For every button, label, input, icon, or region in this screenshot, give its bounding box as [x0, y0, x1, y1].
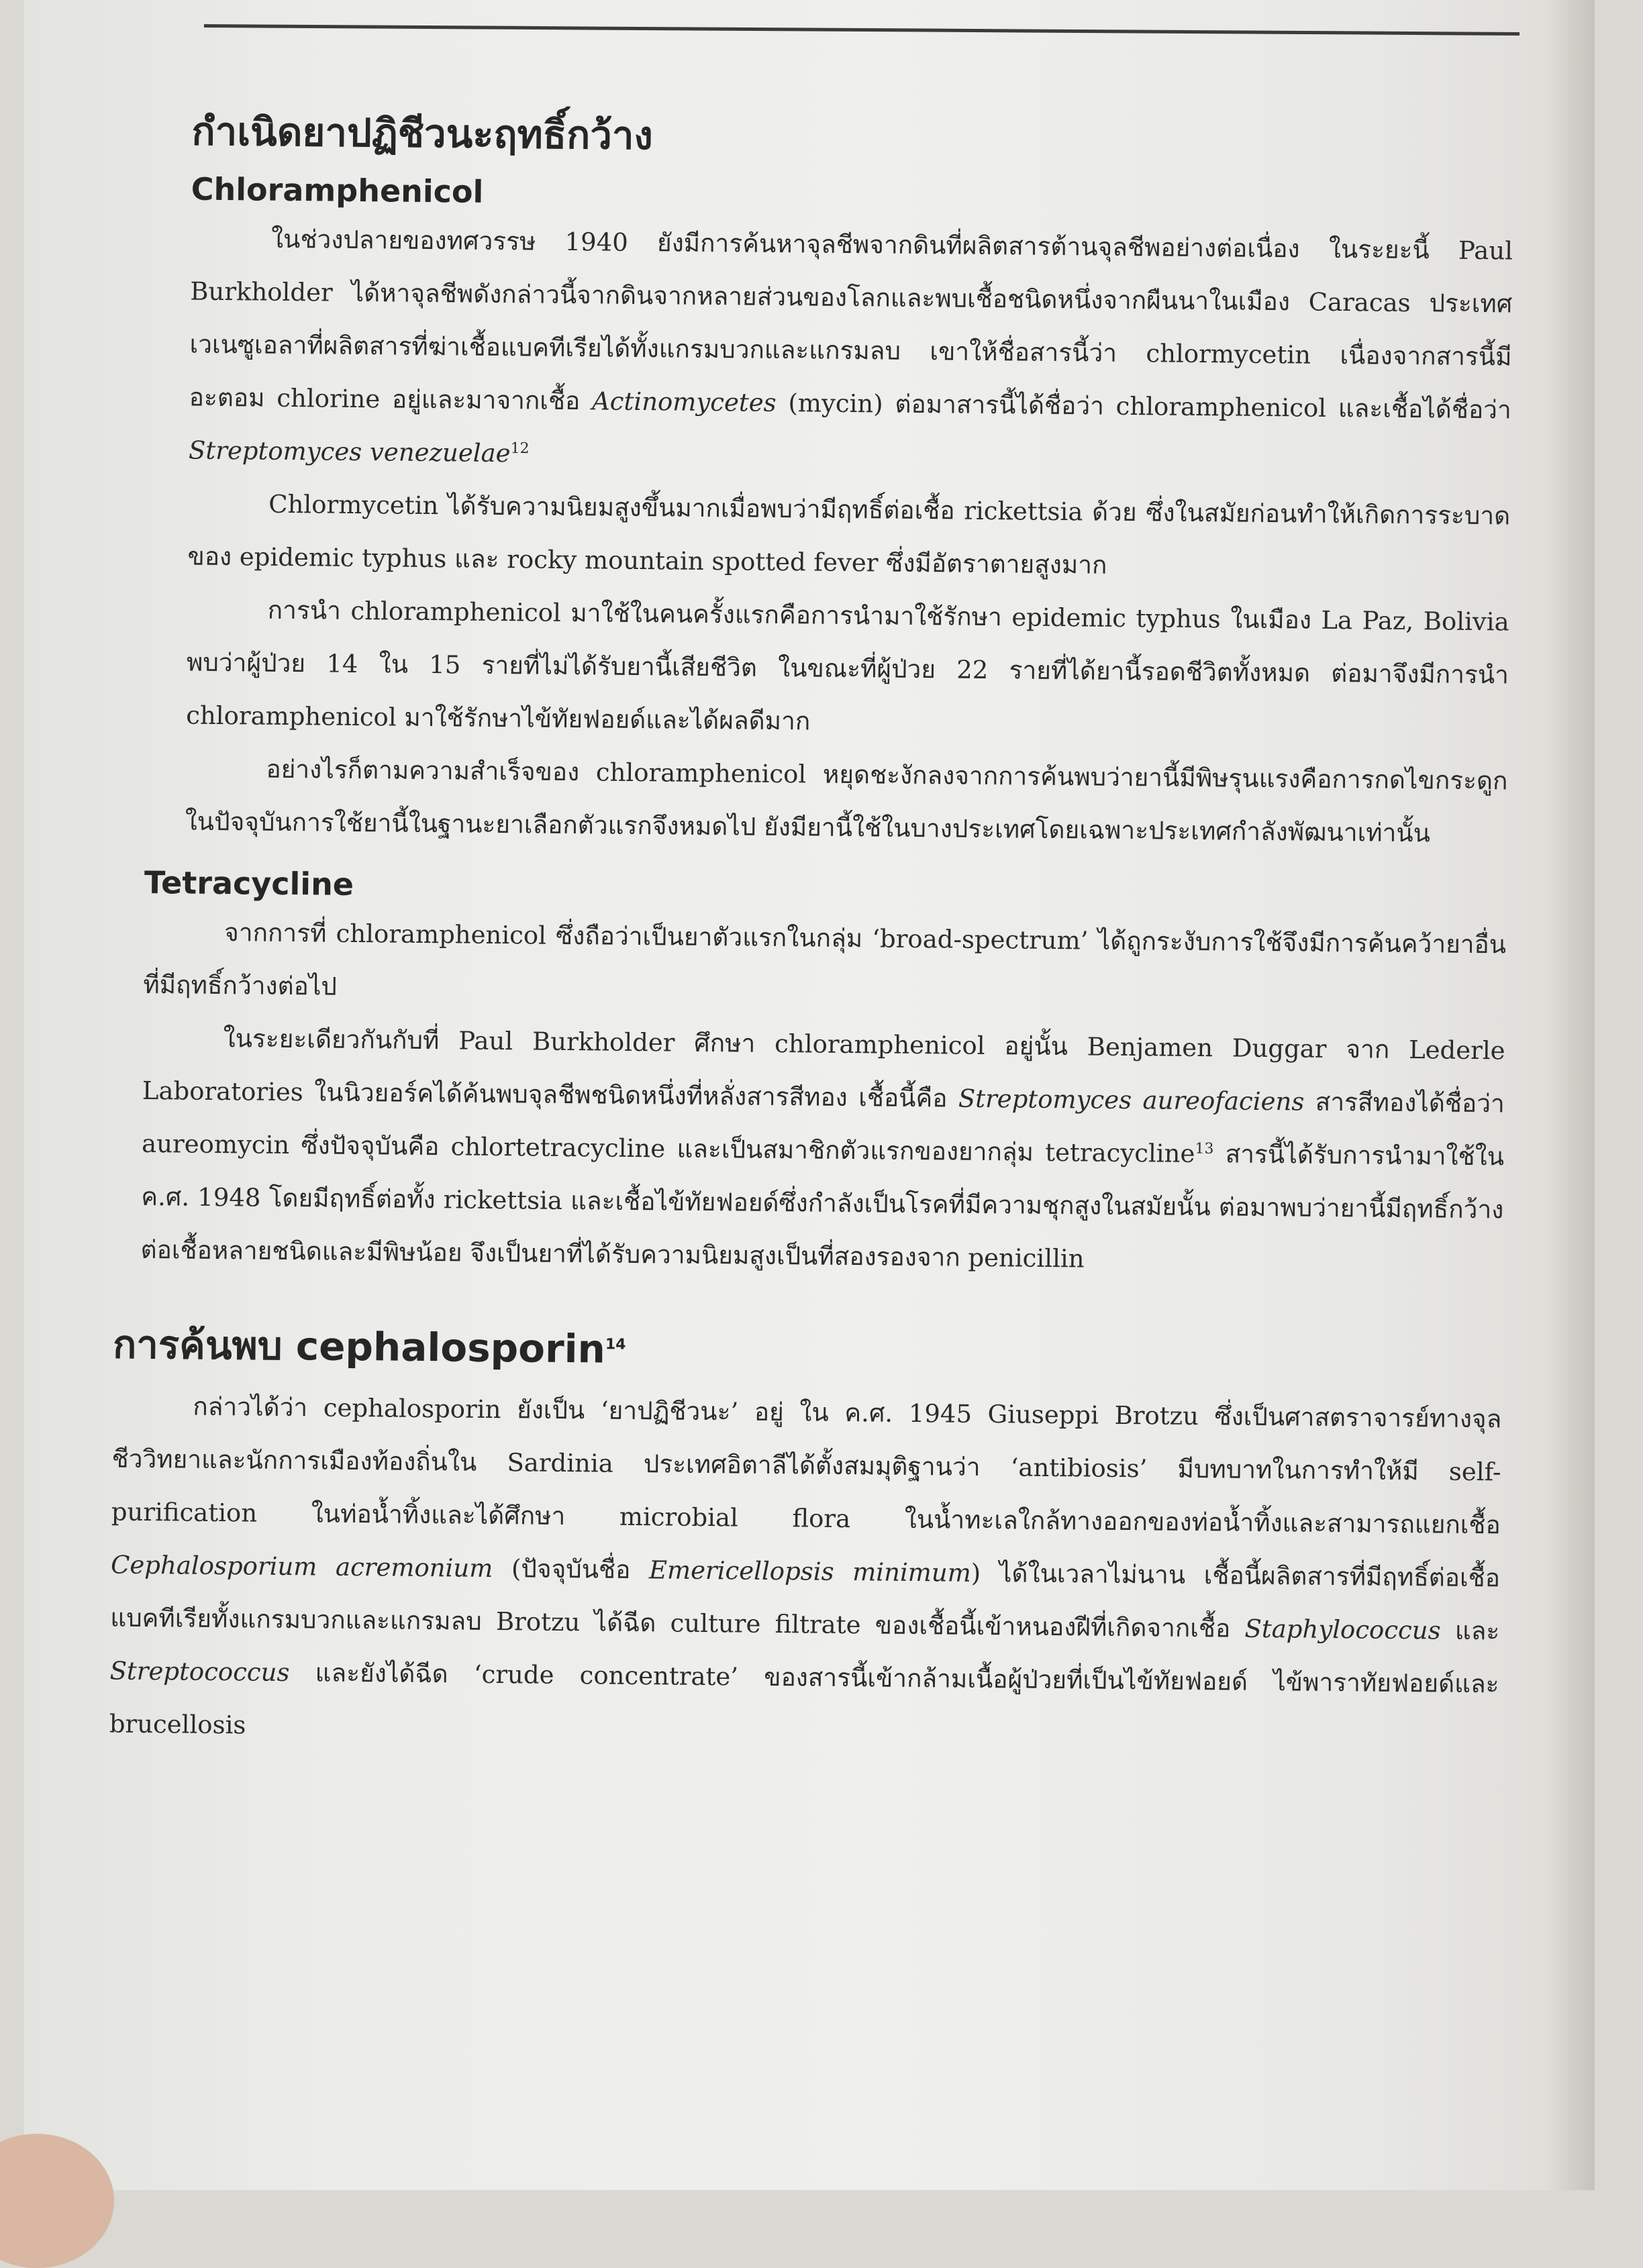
paragraph-chloramphenicol-4: อย่างไรก็ตามความสำเร็จของ chloramphenicol หยุดชะงักลงจากการค้นพบว่ายานี้มีพิษรุนแรงคือการกดไขกระดูก ในปัจจุบันการใช้ยานี้ในฐานะยาเลือกตัวแรกจึงหมดไป ยังมียานี้ใช้ในบางประเทศโดยเฉพาะประเทศกำลังพัฒนาเท่านั้น — [185, 754, 1508, 848]
italic-organism: Actinomycetes — [591, 386, 777, 417]
text-run: และยังได้ฉีด ‘crude concentrate’ ของสารนี้เข้ากล้ามเนื้อผู้ป่วยที่เป็นไข้ทัยฟอยด์ ไข้พาราทัยฟอยด์และ brucellosis — [109, 1658, 1499, 1740]
text-run: สารนี้ได้รับการนำมาใช้ใน ค.ศ. 1948 โดยมีฤทธิ์ต่อทั้ง rickettsia และเชื้อไข้ทัยฟอยด์ซึ่งกำลังเป็นโรคที่มีความชุกสูงในสมัยนั้น ต่อมาพบว่ายานี้มีฤทธิ์กว้างต่อเชื้อหลายชนิดและมีพิษน้อย จึงเป็นยาที่ได้รับความนิยมสูงเป็นที่สองรองจาก penicillin — [140, 1139, 1505, 1274]
page-edge-shadow — [1546, 0, 1595, 2190]
text-run: ) ได้ในเวลาไม่นาน เชื้อนี้ผลิตสารที่มีฤทธิ์ต่อเชื้อแบคทีเรียทั้งแกรมบวกและแกรมลบ Brotzu ได้ฉีด culture filtrate ของเชื้อนี้เข้าหนองฝีที่เกิดจากเชื้อ — [110, 1558, 1501, 1643]
italic-organism: Cephalosporium acremonium — [110, 1550, 493, 1583]
paragraph-chloramphenicol-2: Chlormycetin ได้รับความนิยมสูงขึ้นมากเมื่อพบว่ามีฤทธิ์ต่อเชื้อ rickettsia ด้วย ซึ่งในสมัยก่อนทำให้เกิดการระบาดของ epidemic typhus และ rocky mountain spotted fever ซึ่งมีอัตราตายสูงมาก — [187, 489, 1511, 580]
footnote-ref: 13 — [1195, 1140, 1214, 1157]
text-run: และ — [1454, 1616, 1500, 1646]
section-title-chloramphenicol: Chloramphenicol — [191, 170, 484, 210]
text-run: ในช่วงปลายของทศวรรษ 1940 ยังมีการค้นหาจุลชีพจากดินที่ผลิตสารต้านจุลชีพอย่างต่อเนื่อง ในระยะนี้ Paul Burkholder ได้หาจุลชีพดังกล่าวนี้จากดินจากหลายส่วนของโลกและพบเชื้อชนิดหนึ่งจากผืนนาในเมือง Caracas ประเทศเวเนซูเอลาที่ผลิตสารที่ฆ่าเชื้อแบคทีเรียได้ทั้งแกรมบวกและแกรมลบ เขาให้ชื่อสารนี้ว่า chlormycetin เนื่องจากสารนี้มีอะตอม chlorine อยู่และมาจากเชื้อ — [189, 224, 1513, 416]
footnote-ref: 12 — [510, 440, 530, 458]
paragraph-chloramphenicol-1 — [189, 212, 1513, 490]
main-heading: กำเนิดยาปฏิชีวนะฤทธิ์กว้าง — [191, 108, 654, 159]
text-run: ในระยะเดียวกันกับที่ Paul Burkholder ศึกษา chloramphenicol อยู่นั้น Benjamen Duggar จาก Lederle Laboratories ในนิวยอร์คได้ค้นพบจุลชีพชนิดหนึ่งที่หลั่งสารสีทอง เชื้อนี้คือ — [142, 1024, 1505, 1113]
heading-text: การค้นพบ cephalosporin — [112, 1321, 606, 1372]
paragraph-tetracycline-1: จากการที่ chloramphenicol ซึ่งถือว่าเป็นยาตัวแรกในกลุ่ม ‘broad-spectrum’ ได้ถูกระงับการใช้จึงมีการค้นคว้ายาอื่นที่มีฤทธิ์กว้างต่อไป — [143, 918, 1507, 1001]
paragraph-chloramphenicol-3: การนำ chloramphenicol มาใช้ในคนครั้งแรกคือการนำมาใช้รักษา epidemic typhus ในเมือง La Paz, Bolivia พบว่าผู้ป่วย 14 ใน 15 รายที่ไม่ได้รับยานี้เสียชีวิต ในขณะที่ผู้ป่วย 22 รายที่ได้ยานี้รอดชีวิตทั้งหมด ต่อมาจึงมีการนำ chloramphenicol มาใช้รักษาไข้ทัยฟอยด์และได้ผลดีมาก — [186, 595, 1509, 736]
header-rule — [204, 24, 1520, 36]
italic-organism: Staphylococcus — [1244, 1614, 1441, 1645]
page-content — [109, 104, 1513, 1763]
text-run: (ปัจจุบันชื่อ — [511, 1554, 631, 1584]
text-run: กล่าวได้ว่า cephalosporin ยังเป็น ‘ยาปฏิชีวนะ’ อยู่ ใน ค.ศ. 1945 Giuseppi Brotzu ซึ่งเป็นศาสตราจารย์ทางจุลชีววิทยาและนักการเมืองท้องถิ่นใน Sardinia ประเทศอิตาลีได้ตั้งสมมุติฐานว่า ‘antibiosis’ มีบทบาทในการทำให้มี self-purification ในท่อน้ำทิ้งและได้ศึกษา microbial flora ในน้ำทะเลใกล้ทางออกของท่อน้ำทิ้งและสามารถแยกเชื้อ — [111, 1392, 1502, 1540]
italic-organism: Emericellopsis minimum — [648, 1555, 972, 1588]
section-title-cephalosporin — [113, 1318, 1503, 1385]
paragraph-tetracycline-2 — [140, 1011, 1505, 1289]
text-run: สารสีทองได้ชื่อว่า aureomycin ซึ่งปัจจุบันคือ chlortetracycline และเป็นสมาชิกตัวแรกของยากลุ่ม tetracycline — [141, 1087, 1505, 1168]
paragraph-cephalosporin-1 — [109, 1380, 1501, 1764]
book-page — [24, 0, 1595, 2190]
italic-organism: Streptomyces venezuelae — [188, 435, 511, 468]
footnote-ref: 14 — [605, 1336, 626, 1353]
italic-organism: Streptococcus — [109, 1656, 290, 1688]
text-run: (mycin) ต่อมาสารนี้ได้ชื่อว่า chloramphenicol และเชื้อได้ชื่อว่า — [788, 389, 1511, 425]
italic-organism: Streptomyces aureofaciens — [958, 1084, 1305, 1117]
section-title-tetracycline: Tetracycline — [144, 864, 354, 903]
